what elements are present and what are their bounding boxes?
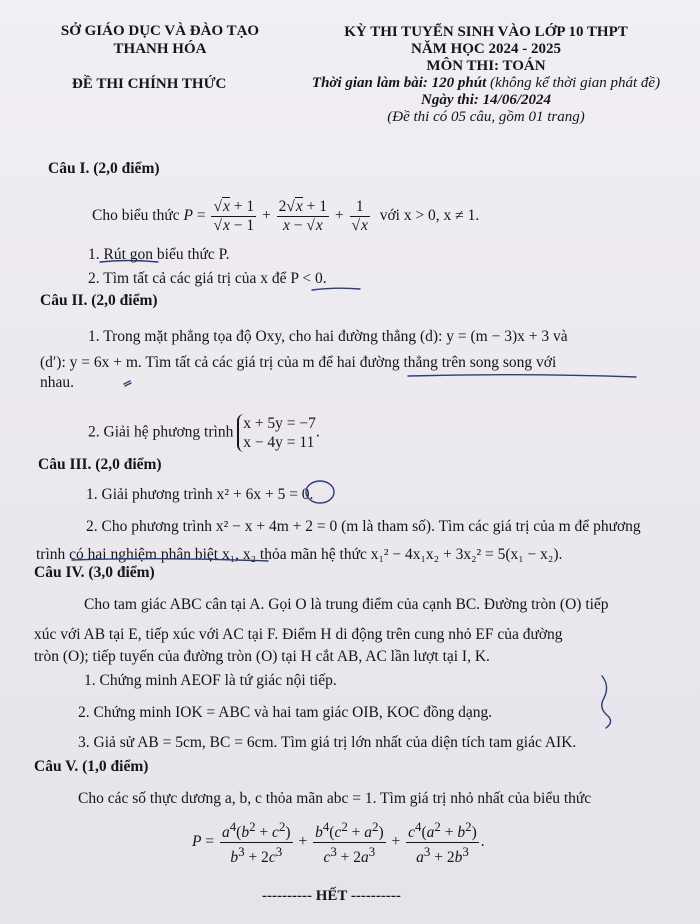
question-5-title: Câu V. (1,0 điểm) — [34, 758, 149, 775]
question-4-intro-line-2: xúc với AB tại E, tiếp xúc với AC tại F. Điểm H di động trên cung nhỏ EF của đường — [34, 626, 563, 643]
question-4-intro-line-3: tròn (O); tiếp tuyến của đường tròn (O) tại H cắt AB, AC lần lượt tại I, K. — [34, 648, 490, 665]
question-2-part-1-line-1: 1. Trong mặt phẳng tọa độ Oxy, cho hai đường thẳng (d): y = (m − 3)x + 3 và — [88, 328, 568, 345]
question-2-part-1-line-3: nhau. — [40, 374, 75, 391]
pages-note: (Đề thi có 05 câu, gồm 01 trang) — [387, 109, 585, 125]
equation-2: x − 4y = 11 — [243, 434, 315, 451]
part-number: 1. — [88, 246, 100, 263]
question-5-intro: Cho các số thực dương a, b, c thỏa mãn abc = 1. Tìm giá trị nhỏ nhất của biểu thức — [78, 790, 592, 807]
part-text: Tìm tất cả các giá trị của x để P < 0. — [103, 270, 327, 287]
question-2-part-2: 2. Giải hệ phương trình x + 5y = −7 x − 4y = 11 . — [88, 415, 320, 451]
school-year: NĂM HỌC 2024 - 2025 — [411, 41, 561, 57]
question-1-title: Câu I. (2,0 điểm) — [48, 160, 160, 177]
province-name: THANH HÓA — [113, 41, 207, 57]
ink-margin-scribble — [602, 676, 611, 728]
question-5-expression: P = $\frac{a^4(b^2 + c^2)}{b^3 + 2c^3}$ + $\frac{b^4(c^2 + a^2)}{c^3 + 2a^3}$ + $\frac{c^4(a^2 + b^2)}{a^3 + 2b^3}$ . — [192, 819, 485, 867]
question-4-part-2: 2. Chứng minh IOK = ABC và hai tam giác OIB, KOC đồng dạng. — [78, 704, 493, 721]
exam-info — [296, 24, 676, 126]
time-note: (không kể thời gian phát đề) — [490, 75, 661, 91]
question-2-part-1-line-2: (d′): y = 6x + m. Tìm tất cả các giá trị của m để hai đường thẳng trên song song với — [40, 354, 557, 371]
part-text: 2. Giải hệ phương trình — [88, 423, 234, 441]
fraction-a: $\frac{a^4(b^2 + c^2)}{b^3 + 2c^3}$ — [221, 819, 291, 867]
part-number: 2. — [88, 270, 100, 287]
question-2-title: Câu II. (2,0 điểm) — [40, 292, 158, 309]
question-3-part-1: 1. Giải phương trình x² + 6x + 5 = 0. — [86, 486, 314, 503]
part-text: Rút gọn biểu thức P. — [103, 246, 230, 263]
question-4-title: Câu IV. (3,0 điểm) — [34, 564, 155, 581]
ink-scribble — [124, 381, 131, 386]
department-name: SỞ GIÁO DỤC VÀ ĐÀO TẠO — [60, 23, 260, 39]
question-3-title: Câu III. (2,0 điểm) — [38, 456, 162, 473]
fraction-c: $\frac{c^4(a^2 + b^2)}{a^3 + 2b^3}$ — [408, 819, 477, 867]
question-4-part-1: 1. Chứng minh AEOF là tứ giác nội tiếp. — [84, 672, 337, 689]
end-marker: ---------- HẾT ---------- — [262, 888, 401, 904]
fraction-3: $\frac{1}{√x}$ — [351, 198, 368, 234]
equation-system — [237, 414, 316, 452]
issuing-department — [40, 22, 280, 58]
question-1-condition: với x > 0, x ≠ 1. — [379, 207, 480, 225]
underline-song-song — [408, 375, 636, 377]
fraction-1: $\frac{√x + 1}{√x - 1}$ — [213, 198, 255, 234]
subject: MÔN THI: TOÁN — [426, 58, 546, 74]
question-1-expression: Cho biểu thức P = $\frac{√x + 1}{√x - 1}$ + $\frac{2√x + 1}{x - √x}$ + $\frac{1}{√x}$ với x > 0, x ≠ 1. — [92, 198, 480, 234]
equation-1: x + 5y = −7 — [243, 415, 316, 432]
exam-title: KỲ THI TUYỂN SINH VÀO LỚP 10 THPT — [344, 24, 628, 40]
question-1-part-1 — [88, 244, 229, 266]
question-3-part-2-line-1: 2. Cho phương trình x² − x + 4m + 2 = 0 (m là tham số). Tìm các giá trị của m để phương — [86, 518, 641, 535]
question-4-part-3: 3. Giả sử AB = 5cm, BC = 6cm. Tìm giá trị lớn nhất của diện tích tam giác AIK. — [78, 734, 577, 751]
question-4-intro-line-1: Cho tam giác ABC cân tại A. Gọi O là trung điểm của cạnh BC. Đường tròn (O) tiếp — [84, 596, 609, 613]
official-label: ĐỀ THI CHÍNH THỨC — [72, 76, 227, 92]
exam-date: Ngày thi: 14/06/2024 — [421, 92, 551, 108]
fraction-2: $\frac{2√x + 1}{x - √x}$ — [278, 198, 328, 234]
question-1-part-2 — [88, 268, 327, 290]
time-allowed: Thời gian làm bài: 120 phút — [311, 75, 487, 91]
fraction-b: $\frac{b^4(c^2 + a^2)}{c^3 + 2a^3}$ — [315, 819, 384, 867]
question-1-intro: Cho biểu thức — [92, 207, 180, 225]
question-3-part-2-line-2: trình có hai nghiệm phân biệt x₁, x₂ thỏa mãn hệ thức x₁² − 4x₁x₂ + 3x₂² = 5(x₁ − x₂). — [36, 546, 563, 563]
